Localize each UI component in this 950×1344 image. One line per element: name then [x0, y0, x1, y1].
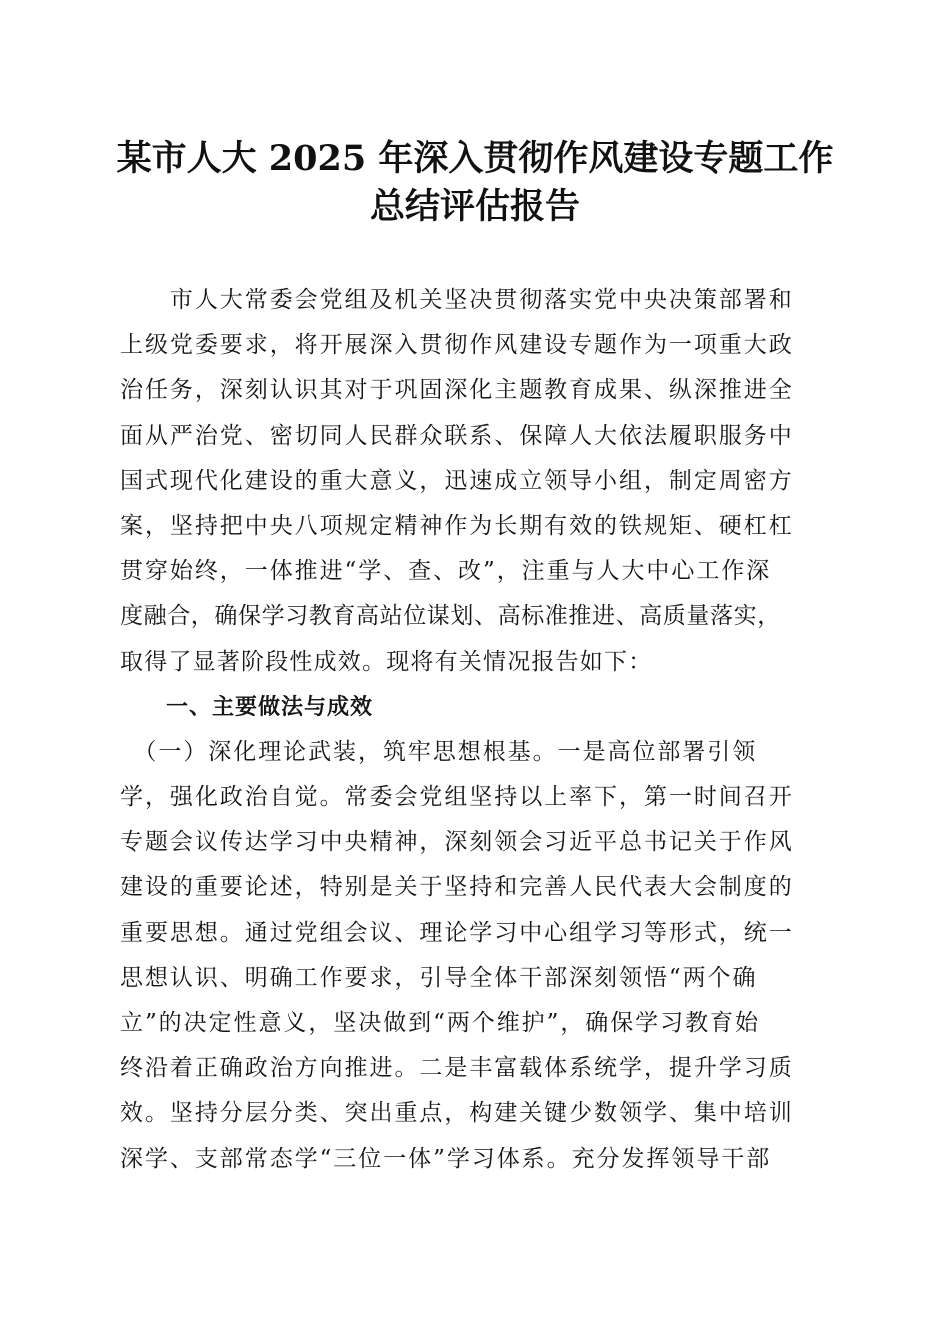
paragraph-line: 学，强化政治自觉。常委会党组坚持以上率下，第一时间召开: [120, 784, 794, 811]
title-line-1: 某市人大 2025 年深入贯彻作风建设专题工作: [116, 138, 834, 179]
paragraph-line: 国式现代化建设的重大意义，迅速成立领导小组，制定周密方: [120, 467, 794, 494]
paragraph-line: 案，坚持把中央八项规定精神作为长期有效的铁规矩、硬杠杠: [120, 512, 794, 539]
document-body: [120, 278, 832, 1182]
paragraph-line: 终沿着正确政治方向推进。二是丰富载体系统学，提升学习质: [120, 1055, 794, 1082]
paragraph-line: 思想认识、明确工作要求，引导全体干部深刻领悟“两个确: [120, 964, 758, 991]
paragraph-line: 立”的决定性意义，坚决做到“两个维护”，确保学习教育始: [120, 1010, 760, 1036]
section-heading: [120, 685, 832, 730]
paragraph-line: 建设的重要论述，特别是关于坚持和完善人民代表大会制度的: [120, 874, 794, 901]
paragraph-line: 市人大常委会党组及机关坚决贯彻落实党中央决策部署和: [120, 287, 794, 313]
paragraph-line: 重要思想。通过党组会议、理论学习中心组学习等形式，统一: [120, 919, 794, 946]
paragraph-line: 效。坚持分层分类、突出重点，构建关键少数领学、集中培训: [120, 1100, 794, 1127]
paragraph-line: 度融合，确保学习教育高站位谋划、高标准推进、高质量落实，: [120, 603, 781, 630]
paragraph-line: 治任务，深刻认识其对于巩固深化主题教育成果、纵深推进全: [120, 377, 794, 404]
paragraph-line: 深学、支部常态学“三位一体”学习体系。充分发挥领导干部: [120, 1145, 772, 1172]
paragraph-line: （一）深化理论武装，筑牢思想根基。一是高位部署引领: [120, 738, 758, 765]
paragraph-line: 贯穿始终，一体推进“学、查、改”，注重与人大中心工作深: [120, 558, 772, 585]
paragraph-line: 面从严治党、密切同人民群众联系、保障人大依法履职服务中: [120, 422, 794, 449]
paragraph-line: 上级党委要求，将开展深入贯彻作风建设专题作为一项重大政: [120, 332, 794, 359]
title-line-2: 总结评估报告: [369, 186, 580, 227]
section-heading-text: 一、主要做法与成效: [166, 694, 374, 720]
paragraph-line: 专题会议传达学习中央精神，深刻领会习近平总书记关于作风: [120, 829, 794, 856]
paragraph-line: 取得了显著阶段性成效。现将有关情况报告如下：: [120, 648, 653, 675]
document-title: [100, 135, 850, 231]
